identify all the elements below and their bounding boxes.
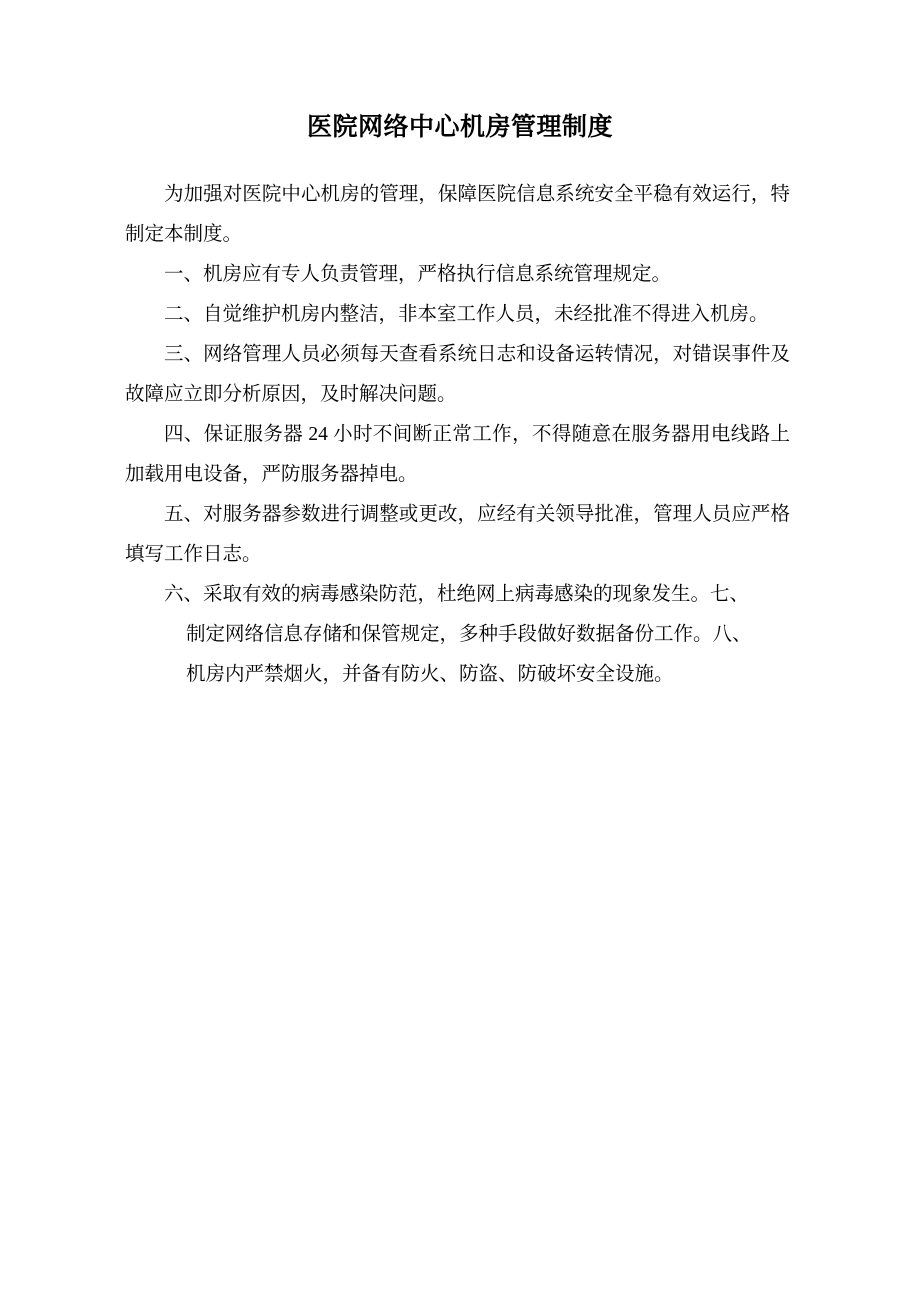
paragraph-item-5: 五、对服务器参数进行调整或更改，应经有关领导批准，管理人员应严格填写工作日志。: [125, 503, 790, 565]
paragraph-item-2: 二、自觉维护机房内整洁，非本室工作人员，未经批准不得进入机房。: [164, 303, 769, 325]
paragraph-item-8: 机房内严禁烟火，并备有防火、防盗、防破坏安全设施。: [186, 663, 674, 685]
paragraph-intro: 为加强对医院中心机房的管理，保障医院信息系统安全平稳有效运行，特制定本制度。: [125, 184, 790, 245]
paragraph-item-1: 一、机房应有专人负责管理，严格执行信息系统管理规定。: [164, 263, 672, 285]
paragraph-item-3: 三、网络管理人员必须每天查看系统日志和设备运转情况，对错误事件及故障应立即分析原因，及时解决问题。: [125, 343, 790, 405]
paragraph-item-7: 制定网络信息存储和保管规定，多种手段做好数据备份工作。八、: [186, 623, 752, 645]
paragraph-item-4: 四、保证服务器 24 小时不间断正常工作，不得随意在服务器用电线路上加载用电设备，严防服务器掉电。: [125, 423, 790, 485]
paragraph-item-6: 六、采取有效的病毒感染防范，杜绝网上病毒感染的现象发生。七、: [164, 583, 750, 605]
page-title: 医院网络中心机房管理制度: [306, 113, 613, 141]
document-body: [0, 175, 920, 695]
